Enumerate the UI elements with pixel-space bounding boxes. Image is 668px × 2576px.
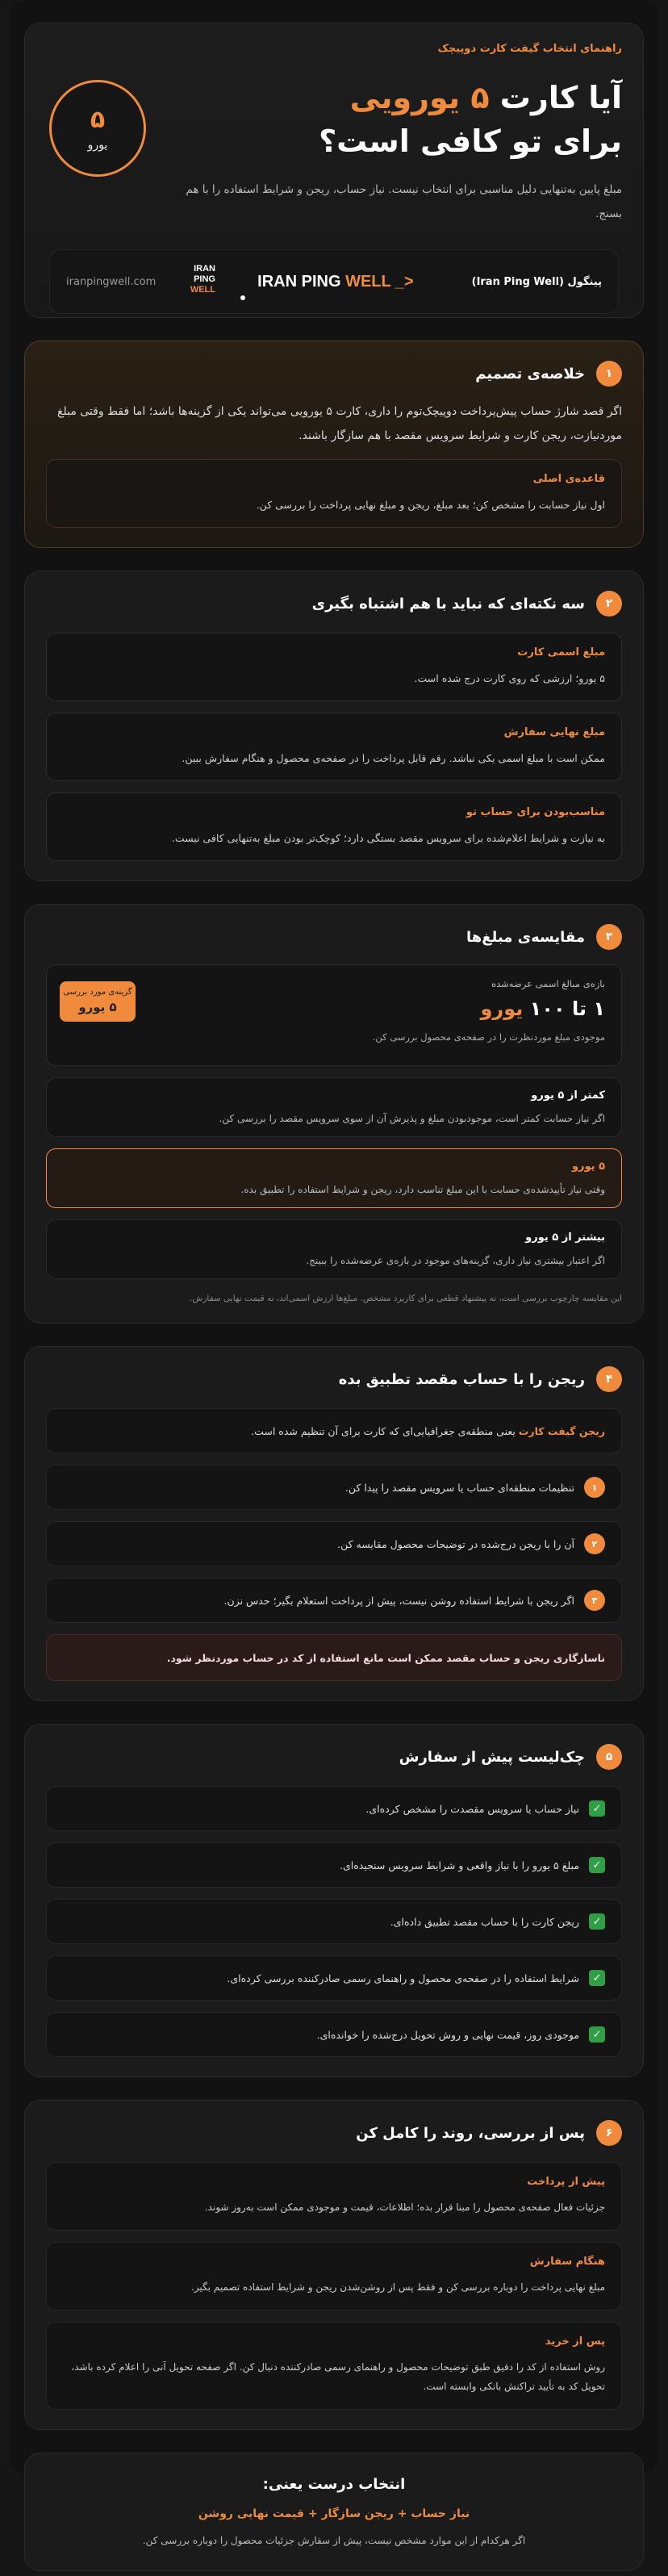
section-title: سه نکته‌ای که نباید با هم اشتباه بگیری bbox=[311, 595, 585, 613]
hero-card bbox=[24, 23, 644, 318]
title-accent: ۵ یورویی bbox=[349, 80, 490, 115]
range-value bbox=[63, 997, 605, 1020]
page-title bbox=[186, 76, 622, 163]
point-text: به نیازت و شرایط اعلام‌شده برای سرویس مقصد بستگی دارد؛ کوچک‌تر بودن مبلغ به‌تنهایی کافی نیست. bbox=[171, 832, 605, 844]
section-title: خلاصه‌ی تصمیم bbox=[475, 365, 585, 383]
hero-kicker: راهنمای انتخاب گیفت کارت دوپیچک bbox=[437, 43, 622, 55]
range-value-number: ۱ تا ۱۰۰ bbox=[523, 997, 605, 1020]
point-card bbox=[46, 713, 622, 781]
amount-badge bbox=[49, 80, 146, 177]
option-text: اگر اعتبار بیشتری نیاز داری، گزینه‌های موجود در بازه‌ی عرضه‌شده را ببینج. bbox=[306, 1255, 605, 1266]
step-number: ۲ bbox=[584, 1533, 605, 1554]
final-summary-card bbox=[24, 2453, 644, 2571]
region-term: ریجن گیفت کارت bbox=[518, 1424, 605, 1437]
section-title: پس از بررسی، روند را کامل کن bbox=[356, 2124, 585, 2142]
logo-text-main: IRAN PING bbox=[257, 272, 346, 291]
step-number: ۳ bbox=[584, 1590, 605, 1611]
checklist-text: نیاز حساب یا سرویس مقصدت را مشخص کرده‌ای. bbox=[365, 1802, 579, 1815]
title-pre: آیا کارت bbox=[489, 80, 622, 115]
rule-text: اول نیاز حسابت را مشخص کن؛ بعد مبلغ، ریجن و مبلغ نهایی پرداخت را بررسی کن. bbox=[256, 499, 605, 511]
checkmark-icon: ✓ bbox=[589, 2026, 605, 2043]
checklist-item bbox=[46, 1955, 622, 2001]
logo-mark-icon bbox=[190, 261, 249, 303]
option-title: ۵ یورو bbox=[571, 1160, 605, 1173]
section-checklist bbox=[24, 1724, 644, 2077]
option-title: بیشتر از ۵ یورو bbox=[525, 1232, 605, 1244]
option-card bbox=[46, 1077, 622, 1137]
checklist-item bbox=[46, 1899, 622, 1944]
checklist-text: شرایط استفاده را در صفحه‌ی محصول و راهنمای رسمی صادرکننده بررسی کرده‌ای. bbox=[227, 1972, 579, 1984]
process-step bbox=[46, 2162, 622, 2231]
final-formula: نیاز حساب + ریجن سازگار + قیمت نهایی روشن bbox=[198, 2507, 470, 2520]
badge-unit: یورو bbox=[87, 138, 108, 152]
brand-label: پینگول (Iran Ping Well) bbox=[471, 275, 602, 288]
section-number: ۳ bbox=[596, 924, 622, 950]
range-value-unit: یورو bbox=[480, 997, 524, 1020]
region-step bbox=[46, 1578, 622, 1623]
brand-bar bbox=[49, 249, 619, 314]
option-title: کمتر از ۵ یورو bbox=[531, 1089, 605, 1102]
process-step bbox=[46, 2322, 622, 2410]
region-definition bbox=[46, 1408, 622, 1453]
option-card-highlighted bbox=[46, 1148, 622, 1208]
section-title: مقایسه‌ی مبلغ‌ها bbox=[466, 928, 585, 946]
rule-title: قاعده‌ی اصلی bbox=[532, 473, 605, 485]
option-text: وقتی نیاز تأییدشده‌ی حسابت با این مبلغ تناسب دارد، ریجن و شرایط استفاده را تطبیق بده. bbox=[240, 1184, 605, 1195]
final-text: اگر هرکدام از این موارد مشخص نیست، پیش از سفارش جزئیات محصول را دوباره بررسی کن. bbox=[142, 2535, 526, 2546]
process-step-text: روش استفاده از کد را دقیق طبق توضیحات محصول و راهنمای رسمی صادرکننده دنبال کن. اگر صفحه تحویل آنی را اعلام کرده باشد، تحویل کد به تأیید تراکنش بانکی وابسته است. bbox=[71, 2361, 605, 2392]
tag-label: گزینه‌ی مورد بررسی bbox=[63, 988, 132, 997]
checklist-item bbox=[46, 2012, 622, 2057]
region-step bbox=[46, 1465, 622, 1510]
section-region-match bbox=[24, 1346, 644, 1701]
checklist-text: موجودی روز، قیمت نهایی و روش تحویل درج‌شده را خوانده‌ای. bbox=[316, 2028, 579, 2041]
checkmark-icon: ✓ bbox=[589, 1857, 605, 1873]
point-card bbox=[46, 633, 622, 701]
region-step bbox=[46, 1521, 622, 1566]
final-title: انتخاب درست یعنی: bbox=[262, 2476, 406, 2493]
step-number: ۱ bbox=[584, 1477, 605, 1498]
logo-text-accent: WELL bbox=[345, 272, 391, 291]
checklist-item bbox=[46, 1842, 622, 1888]
point-text: ممکن است با مبلغ اسمی یکی نباشد. رقم قابل پرداخت را در صفحه‌ی محصول و هنگام سفارش ببین. bbox=[182, 752, 605, 764]
region-warning: ناسازگاری ریجن و حساب مقصد ممکن است مانع استفاده از کد در حساب موردنظر شود. bbox=[46, 1634, 622, 1681]
range-label: بازه‌ی مبالغ اسمی عرضه‌شده bbox=[491, 978, 605, 989]
process-step-title: پیش از پرداخت bbox=[527, 2176, 605, 2188]
rule-box bbox=[46, 459, 622, 528]
checklist-text: ریجن کارت را با حساب مقصد تطبیق داده‌ای. bbox=[390, 1915, 579, 1928]
step-text: آن را با ریجن درج‌شده در توضیحات محصول مقایسه کن. bbox=[337, 1537, 574, 1550]
process-step bbox=[46, 2242, 622, 2310]
option-card bbox=[46, 1219, 622, 1279]
option-text: اگر نیاز حسابت کمتر است، موجودبودن مبلغ و پذیرش آن از سوی سرویس مقصد را بررسی کن. bbox=[219, 1113, 605, 1124]
point-title: مبلغ نهایی سفارش bbox=[503, 726, 605, 738]
section-amount-comparison bbox=[24, 904, 644, 1324]
process-step-text: جزئیات فعال صفحه‌ی محصول را مبنا قرار بده؛ اطلاعات، قیمت و موجودی ممکن است به‌روز شوند. bbox=[204, 2202, 605, 2213]
brand-logo[interactable] bbox=[190, 261, 414, 303]
step-text: اگر ریجن با شرایط استفاده روشن نیست، پیش از پرداخت استعلام بگیر؛ حدس نزن. bbox=[223, 1594, 574, 1607]
section-title: چک‌لیست پیش از سفارش bbox=[399, 1748, 585, 1766]
process-step-title: پس از خرید bbox=[545, 2336, 605, 2348]
checkmark-icon: ✓ bbox=[589, 1913, 605, 1930]
summary-text: اگر قصد شارژ حساب پیش‌پرداخت دوپیچک‌توم را داری، کارت ۵ یورویی می‌تواند یکی از گزینه‌ها باشد؛ اما فقط وقتی مبلغ موردنیازت، ریجن کارت و شرایط سرویس مقصد با هم سازگار باشند. bbox=[57, 405, 622, 442]
logo-mark-line: WELL bbox=[190, 285, 216, 295]
logo-mark-line: IRAN bbox=[194, 264, 216, 274]
process-step-title: هنگام سفارش bbox=[529, 2256, 605, 2268]
logo-text-arrow: _> bbox=[390, 272, 414, 291]
section-title: ریجن را با حساب مقصد تطبیق بده bbox=[338, 1370, 585, 1388]
section-number: ۴ bbox=[596, 1366, 622, 1392]
section-three-points bbox=[24, 571, 644, 881]
section-number: ۱ bbox=[596, 361, 622, 387]
site-url[interactable]: iranpingwell.com bbox=[66, 275, 157, 288]
range-note: موجودی مبلغ موردنظرت را در صفحه‌ی محصول بررسی کن. bbox=[372, 1031, 605, 1043]
point-card bbox=[46, 792, 622, 861]
logo-wordmark bbox=[257, 273, 414, 291]
logo-mark-line: PING bbox=[194, 274, 216, 284]
section-number: ۶ bbox=[596, 2120, 622, 2146]
selected-option-tag bbox=[60, 981, 136, 1022]
hero-subtitle: مبلغ پایین به‌تنهایی دلیل مناسبی برای انتخاب نیست. نیاز حساب، ریجن و شرایط استفاده را با هم بسنج. bbox=[186, 183, 622, 220]
section-complete-process bbox=[24, 2100, 644, 2430]
tag-value: ۵ یورو bbox=[78, 1000, 117, 1014]
region-definition-text: یعنی منطقه‌ی جغرافیایی‌ای که کارت برای آن تنظیم شده است. bbox=[251, 1424, 519, 1437]
price-range-box bbox=[46, 964, 622, 1066]
point-text: ۵ یورو؛ ارزشی که روی کارت درج شده است. bbox=[414, 672, 605, 684]
section-number: ۵ bbox=[596, 1744, 622, 1770]
step-text: تنظیمات منطقه‌ای حساب یا سرویس مقصد را پیدا کن. bbox=[344, 1481, 574, 1494]
section-number: ۲ bbox=[596, 591, 622, 617]
title-post: برای تو کافی است؟ bbox=[319, 123, 622, 159]
point-title: مناسب‌بودن برای حساب تو bbox=[466, 806, 605, 818]
point-title: مبلغ اسمی کارت bbox=[517, 646, 605, 659]
section-decision-summary bbox=[24, 341, 644, 548]
checklist-item bbox=[46, 1786, 622, 1831]
checklist-text: مبلغ ۵ یورو را با نیاز واقعی و شرایط سرویس سنجیده‌ای. bbox=[339, 1859, 579, 1871]
process-step-text: مبلغ نهایی پرداخت را دوباره بررسی کن و فقط پس از روشن‌شدن ریجن و شرایط استفاده تصمیم بگیر. bbox=[191, 2281, 605, 2293]
checkmark-icon: ✓ bbox=[589, 1970, 605, 1986]
comparison-footnote: این مقایسه چارچوب بررسی است، نه پیشنهاد قطعی برای کاربرد مشخص. مبلغ‌ها ارزش اسمی‌اند، نه قیمت نهایی سفارش. bbox=[190, 1294, 622, 1303]
badge-value: ۵ bbox=[90, 105, 106, 134]
checkmark-icon: ✓ bbox=[589, 1800, 605, 1817]
